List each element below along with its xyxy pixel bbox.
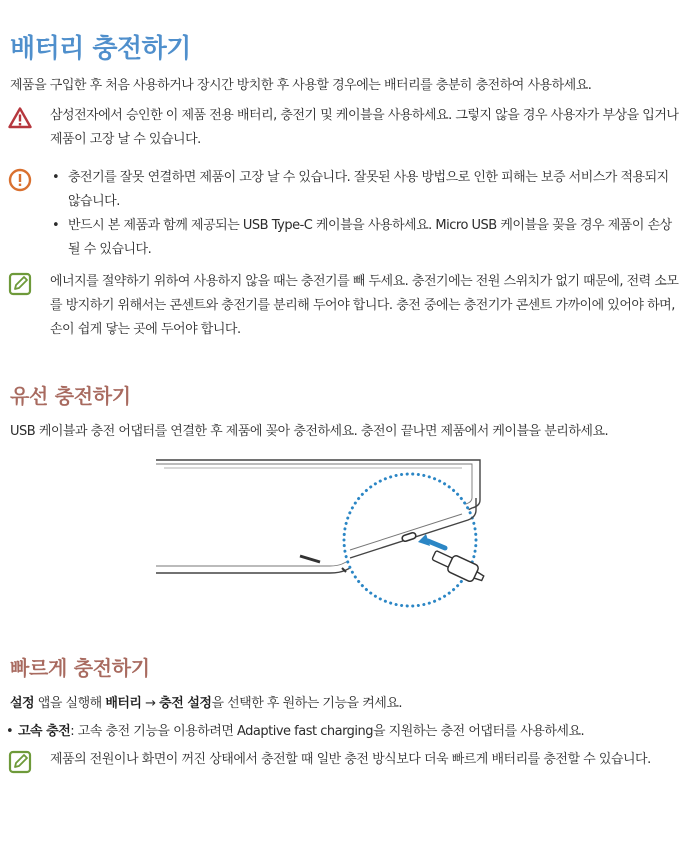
list-item: • 충전기를 잘못 연결하면 제품이 고장 날 수 있습니다. 잘못된 사용 방법으로 인한 피해는 보증 서비스가 적용되지 않습니다. [50,166,680,214]
menu-battery: 배터리 [105,696,142,711]
warning-triangle-icon [8,106,32,130]
arrow-icon: → [141,696,160,711]
list-item: • 반드시 본 제품과 함께 제공되는 USB Type-C 케이블을 사용하세요. Micro USB 케이블을 꽂을 경우 제품이 손상될 수 있습니다. [50,214,680,262]
fast-tip-note [8,750,680,800]
wired-text: USB 케이블과 충전 어댑터를 연결한 후 제품에 꽂아 충전하세요. 충전이 끝나면 제품에서 케이블을 분리하세요. [10,424,609,439]
tip-note [8,272,680,344]
fast-charging-text: : 고속 충전 기능을 이용하려면 Adaptive fast charging을 지원하는 충전 어댑터를 사용하세요. [70,724,585,739]
section-title-fast: 빠르게 충전하기 [10,656,150,680]
fast-charging-item [18,722,584,742]
note-pencil-icon [8,750,32,774]
caution-note [8,166,680,262]
instruction-text: 앱을 실행해 [34,696,106,711]
fast-charging-label: 고속 충전 [18,724,71,739]
intro-text: 제품을 구입한 후 처음 사용하거나 장시간 방치한 후 사용할 경우에는 배터리를 충분히 충전하여 사용하세요. [10,78,592,93]
caution-list [50,166,680,262]
note-pencil-icon [8,272,32,296]
caution-circle-icon [8,168,32,192]
warning-text: 삼성전자에서 승인한 이 제품 전용 배터리, 충전기 및 케이블을 사용하세요. 그렇지 않을 경우 사용자가 부상을 입거나 제품이 고장 날 수 있습니다. [50,108,679,147]
section-title-wired: 유선 충전하기 [10,384,131,408]
instruction-text: 을 선택한 후 원하는 기능을 켜세요. [211,696,403,711]
fast-tip-text: 제품의 전원이나 화면이 꺼진 상태에서 충전할 때 일반 충전 방식보다 더욱 빠르게 배터리를 충전할 수 있습니다. [50,752,651,767]
charging-illustration [150,458,485,610]
tip-text: 에너지를 절약하기 위하여 사용하지 않을 때는 충전기를 빼 두세요. 충전기에는 전원 스위치가 없기 때문에, 전력 소모를 방지하기 위해서는 콘센트와 충전기를 분리해 두어야 합니다. 충전 중에는 충전기가 콘센트 가까이에 있어야 하며, 손이 쉽게 닿는 곳에 두어야 합니다. [50,274,679,337]
page-title: 배터리 충전하기 [10,34,191,64]
fast-instruction [10,694,680,714]
settings-app-label: 설정 [10,696,35,711]
warning-note [8,106,680,156]
menu-charging-settings: 충전 설정 [159,696,212,711]
